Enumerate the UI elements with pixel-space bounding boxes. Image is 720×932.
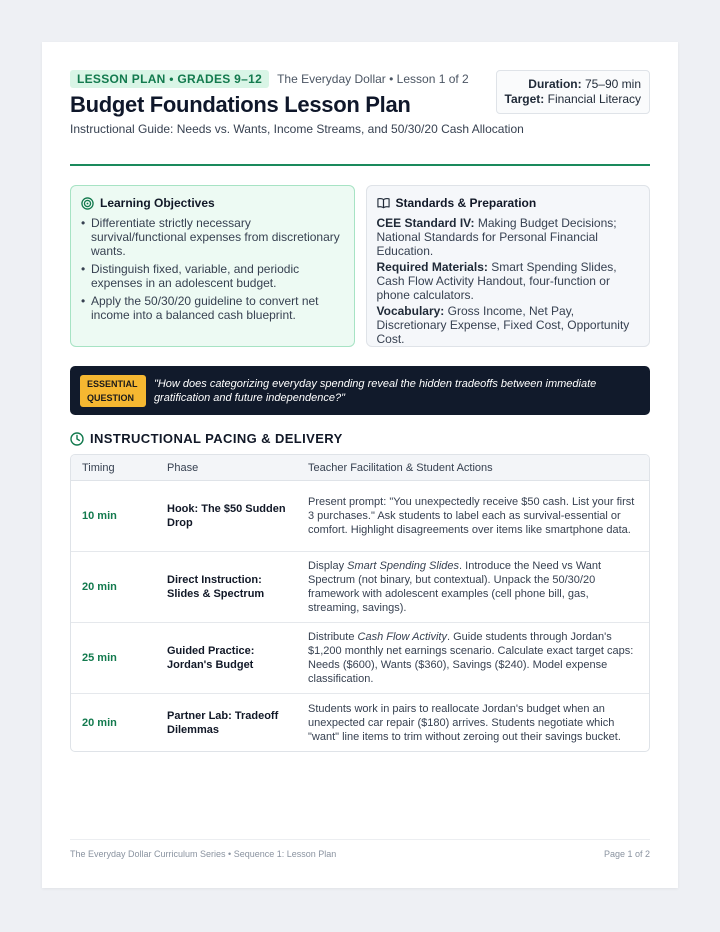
actions-cell — [297, 553, 649, 621]
phase-cell: Hook: The $50 Sudden Drop — [167, 503, 286, 529]
page-title: Budget Foundations Lesson Plan — [70, 92, 411, 117]
actions-text: Present prompt: "You unexpectedly receive $50 cash. List your first 3 purchases." Ask students to label each as survival-essential or comfort. Highlight disagreements over items like smartphone data. — [308, 496, 635, 536]
eq-label-line: ESSENTIAL — [87, 378, 138, 389]
table-row — [71, 481, 649, 552]
vocab-value: Gross Income, Net Pay, Discretionary Expense, Fixed Cost, Opportunity Cost. — [376, 304, 630, 346]
target-icon — [81, 197, 94, 210]
phase-cell: Guided Practice: Jordan's Budget — [167, 645, 255, 671]
essential-question-text: "How does categorizing everyday spending reveal the hidden tradeoffs between immediate gratification and future independence?" — [153, 377, 597, 404]
duration-info-box — [496, 70, 651, 114]
page-content — [70, 70, 650, 743]
timing-cell: 10 min — [82, 510, 117, 522]
cee-standard — [377, 216, 640, 258]
pacing-table — [70, 454, 650, 752]
objectives-card — [70, 185, 355, 347]
phase-cell: Direct Instruction: Slides & Spectrum — [167, 574, 265, 600]
timing-cell: 20 min — [82, 716, 117, 729]
footer-series: The Everyday Dollar Curriculum Series • Sequence 1: Lesson Plan — [70, 849, 337, 859]
table-row — [71, 694, 649, 751]
standards-heading — [377, 196, 640, 210]
book-open-icon — [377, 197, 390, 209]
phase-cell: Partner Lab: Tradeoff Dilemmas — [167, 709, 279, 736]
list-item: • Apply the 50/30/20 guideline to convert net income into a balanced cash blueprint. — [81, 294, 344, 322]
required-materials — [377, 260, 640, 302]
actions-text: Students work in pairs to reallocate Jordan's budget when an unexpected car repair ($180) arrives. Students negotiate which "want" line items to trim without zeroing out their savings bucket. — [308, 702, 621, 743]
table-row — [71, 623, 649, 694]
actions-text: Display — [308, 560, 348, 572]
list-item: • Distinguish fixed, variable, and periodic expenses in an adolescent budget. — [81, 262, 344, 290]
document-page — [42, 42, 678, 888]
cee-label: CEE Standard IV: — [376, 216, 475, 230]
info-cards — [70, 185, 650, 347]
duration-label: Duration: — [528, 77, 582, 91]
actions-text: . Introduce the Need vs Want Spectrum (not binary, but contextual). Unpack the 50/30/20 framework with adolescent examples (cell phone bill, gas, streaming, savings). — [308, 560, 602, 614]
grade-badge: LESSON PLAN • GRADES 9–12 — [70, 70, 269, 88]
target-value: Financial Literacy — [547, 92, 641, 106]
column-header-phase: Phase — [167, 461, 199, 474]
page-subtitle: Instructional Guide: Needs vs. Wants, Income Streams, and 50/30/20 Cash Allocation — [70, 122, 524, 136]
clock-icon — [70, 432, 84, 446]
meta-row — [70, 70, 469, 88]
lesson-header — [70, 70, 650, 166]
essential-question-badge — [80, 375, 146, 407]
actions-emphasis: Cash Flow Activity — [357, 631, 447, 643]
standards-title: Standards & Preparation — [395, 196, 537, 210]
vocabulary — [377, 304, 640, 346]
standards-card — [366, 185, 651, 347]
timing-cell: 25 min — [82, 652, 117, 664]
actions-emphasis: Smart Spending Slides — [347, 560, 460, 572]
column-header-timing: Timing — [82, 461, 115, 474]
cee-value: Making Budget Decisions; National Standards for Personal Financial Education. — [376, 216, 617, 258]
actions-cell — [297, 696, 649, 750]
vocab-label: Vocabulary: — [376, 304, 445, 318]
objectives-title: Learning Objectives — [100, 196, 215, 210]
actions-text: Distribute — [308, 631, 358, 643]
objectives-list — [81, 216, 344, 322]
target-label: Target: — [504, 92, 545, 106]
eq-label-line: QUESTION — [87, 392, 135, 403]
actions-cell — [297, 624, 649, 692]
materials-label: Required Materials: — [376, 260, 488, 274]
page-number: Page 1 of 2 — [603, 849, 650, 859]
essential-question-banner — [70, 366, 650, 415]
actions-cell — [297, 489, 649, 543]
column-header-actions: Teacher Facilitation & Student Actions — [308, 461, 493, 474]
page-footer — [70, 839, 650, 859]
timing-cell: 20 min — [82, 581, 117, 593]
pacing-title: INSTRUCTIONAL PACING & DELIVERY — [90, 431, 343, 446]
objectives-heading — [81, 196, 344, 210]
list-item: • Differentiate strictly necessary survival/functional expenses from discretionary wants. — [81, 216, 344, 258]
duration-line — [505, 77, 642, 92]
duration-value: 75–90 min — [584, 77, 641, 91]
pacing-section-title — [70, 431, 343, 446]
table-header — [71, 455, 649, 481]
series-meta: The Everyday Dollar • Lesson 1 of 2 — [277, 72, 469, 86]
target-line — [505, 92, 642, 107]
table-row — [71, 552, 649, 623]
actions-text: . Guide students through Jordan's $1,200 monthly net earnings scenario. Calculate exact target caps: Needs ($600), Wants ($360), Savings ($240). Model expense classification. — [308, 631, 634, 685]
materials-value: Smart Spending Slides, Cash Flow Activity Handout, four-function or phone calculators. — [376, 260, 617, 302]
essential-question-label — [87, 377, 138, 405]
